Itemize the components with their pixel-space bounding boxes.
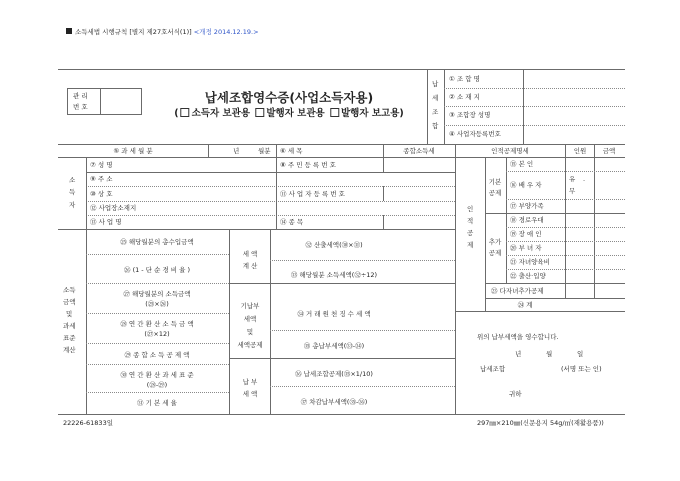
checkbox-issuer-report[interactable] <box>330 108 339 117</box>
deduction-total: ㉔ 계 <box>517 301 533 309</box>
paper-spec: 297㎜×210㎜(신문용지 54g/㎡(재활용품)) <box>477 419 604 427</box>
receipt-to: 귀하 <box>509 390 522 398</box>
form-code: 22226-61833일 <box>63 419 113 427</box>
tax-calc-label-1: 세 액 <box>242 250 258 258</box>
earner-name-label: ⑦ 성 명 <box>90 161 113 169</box>
income-item-27: ㉗ 해당월분의 소득금액 <box>123 290 191 298</box>
personal-side-4: 제 <box>467 241 474 249</box>
deduction-woman: ⑳ 부 녀 자 <box>510 244 542 252</box>
checkbox-earner-copy[interactable] <box>181 108 190 117</box>
additional-label-2: 공제 <box>488 249 502 257</box>
receipt-year: 년 <box>515 350 522 358</box>
deduction-self: ⑮ 본 인 <box>510 160 534 168</box>
union-label-1: 납 <box>432 80 439 88</box>
pay-label-2: 세 액 <box>242 390 258 398</box>
earner-side-2: 득 <box>69 188 76 196</box>
tax-item-33: ㉝ 해당월분 소득세액(㉜÷12) <box>290 271 378 279</box>
earner-side-3: 자 <box>69 201 76 209</box>
deduction-birth-adoption: ㉒ 출산·입양 <box>510 272 546 280</box>
earner-item-label: ⑭ 종 목 <box>280 218 304 226</box>
square-bullet-icon <box>66 28 72 34</box>
paid-label-4: 세액공제 <box>237 341 263 349</box>
additional-label-1: 추가 <box>488 238 502 246</box>
union-name-label: ① 조 합 명 <box>449 75 480 83</box>
receipt-month: 월 <box>546 350 553 358</box>
income-item-29: ㉙ 종 합 소 득 공 제 액 <box>124 351 190 359</box>
income-item-30-formula: (㉘-㉙) <box>146 381 168 389</box>
amount-header: 금액 <box>602 147 616 155</box>
form-title: 납세조합영수증(사업소득자용) <box>204 90 374 105</box>
tax-item-36: ㊱ 납세조합공제(㉟×1/10) <box>295 370 373 378</box>
receipt-statement: 위의 납부세액을 영수합니다. <box>477 333 559 341</box>
income-item-25: ㉕ 해당월분의 총수입금액 <box>120 238 194 246</box>
income-side-4: 과세 <box>63 322 76 330</box>
revision-note: <개정 2014.12.19.> <box>193 28 259 36</box>
copy-options: ( 소득자 보관용 발행자 보관용 발행자 보고용) <box>174 108 404 119</box>
union-brn-label: ④ 사업자등록번호 <box>449 130 501 138</box>
income-item-28: ㉘ 연 간 환 산 소 득 금 액 <box>120 320 194 328</box>
receipt-sign: (서명 또는 인) <box>561 365 602 373</box>
union-label-2: 세 <box>432 94 439 102</box>
deduction-multi-child: ㉓ 다자녀추가공제 <box>491 287 544 295</box>
personal-side-2: 적 <box>467 217 474 225</box>
deduction-disabled: ⑲ 장 애 인 <box>510 230 542 238</box>
earner-biz-type-label: ⑬ 사 업 명 <box>90 218 122 226</box>
earner-brn-label: ⑪ 사 업 자 등 록 번 호 <box>280 190 345 198</box>
income-item-26: ㉖ (1 - 단 순 경 비 율 ) <box>124 266 190 274</box>
income-side-5: 표준 <box>63 334 76 342</box>
receipt-day: 일 <box>577 350 584 358</box>
earner-rrn-label: ⑧ 주 민 등 록 번 호 <box>280 161 336 169</box>
income-item-27-formula: (㉕×㉖) <box>145 300 169 308</box>
receipt-union: 납세조합 <box>480 365 506 373</box>
union-address-label: ② 소 재 지 <box>449 93 480 101</box>
spouse-yes: 유 <box>569 175 576 183</box>
spouse-dot: · <box>583 177 586 185</box>
basic-label-1: 기본 <box>488 178 502 186</box>
paid-label-3: 및 <box>246 328 254 336</box>
paid-label-2: 세액 <box>243 315 257 323</box>
income-side-6: 계산 <box>63 346 76 354</box>
deduction-spouse: ⑯ 배 우 자 <box>510 181 542 189</box>
basic-label-2: 공제 <box>488 189 502 197</box>
deduction-childcare: ㉑ 자녀양육비 <box>510 258 550 266</box>
income-side-3: 및 <box>66 310 73 318</box>
income-side-1: 소득 <box>63 286 76 294</box>
persons-header: 인원 <box>573 147 587 155</box>
earner-address-label: ⑨ 주 소 <box>90 175 113 183</box>
earner-trade-name-label: ⑩ 상 호 <box>90 190 113 198</box>
income-item-31: ㉛ 기 본 세 율 <box>137 399 177 407</box>
total-income-tax-label: 종합소득세 <box>403 147 435 155</box>
union-label-4: 합 <box>432 122 439 130</box>
tax-item-37: ㊲ 차감납부세액(㉟-㊱) <box>300 398 368 406</box>
personal-deduction-header: 인적공제명세 <box>491 147 529 155</box>
tax-item-label: ⑥ 세 목 <box>280 147 303 155</box>
earner-biz-location-label: ⑫ 사업장소재지 <box>90 204 137 212</box>
tax-period-label: ⑤ 과 세 월 분 <box>113 147 153 155</box>
spouse-no: 무 <box>569 187 576 195</box>
earner-side-1: 소 <box>69 176 76 184</box>
personal-side-3: 공 <box>467 229 474 237</box>
tax-item-32: ㉜ 산출세액(㉚×㉛) <box>305 241 363 249</box>
personal-side-1: 인 <box>467 205 474 213</box>
income-item-28-formula: (㉗×12) <box>144 330 170 338</box>
month-period-label: 월분 <box>258 147 271 155</box>
pay-label-1: 납 부 <box>242 378 258 386</box>
year-label: 년 <box>233 147 240 155</box>
tax-item-34: ㉞ 거 래 원 천 징 수 세 액 <box>297 310 371 318</box>
tax-item-35: ㉟ 총납부세액(㉝-㉞) <box>303 342 365 350</box>
form-rule-header: 소득세법 시행규칙 [별지 제27호서식(1)] <개정 2014.12.19.> <box>66 28 259 36</box>
checkbox-issuer-copy[interactable] <box>255 108 264 117</box>
income-item-30: ㉚ 연 간 환 산 과 세 표 준 <box>120 371 194 379</box>
deduction-senior: ⑱ 경로우대 <box>510 216 544 224</box>
mgmt-label-2: 번 호 <box>73 103 88 111</box>
paid-label-1: 기납부 <box>240 302 260 310</box>
mgmt-label-1: 관 리 <box>73 92 88 100</box>
tax-calc-label-2: 계 산 <box>242 262 258 270</box>
deduction-dependents: ⑰ 부양가족 <box>510 202 544 210</box>
union-head-label: ③ 조합장 성명 <box>449 111 491 119</box>
income-side-2: 금액 <box>63 298 76 306</box>
union-label-3: 조 <box>432 108 439 116</box>
